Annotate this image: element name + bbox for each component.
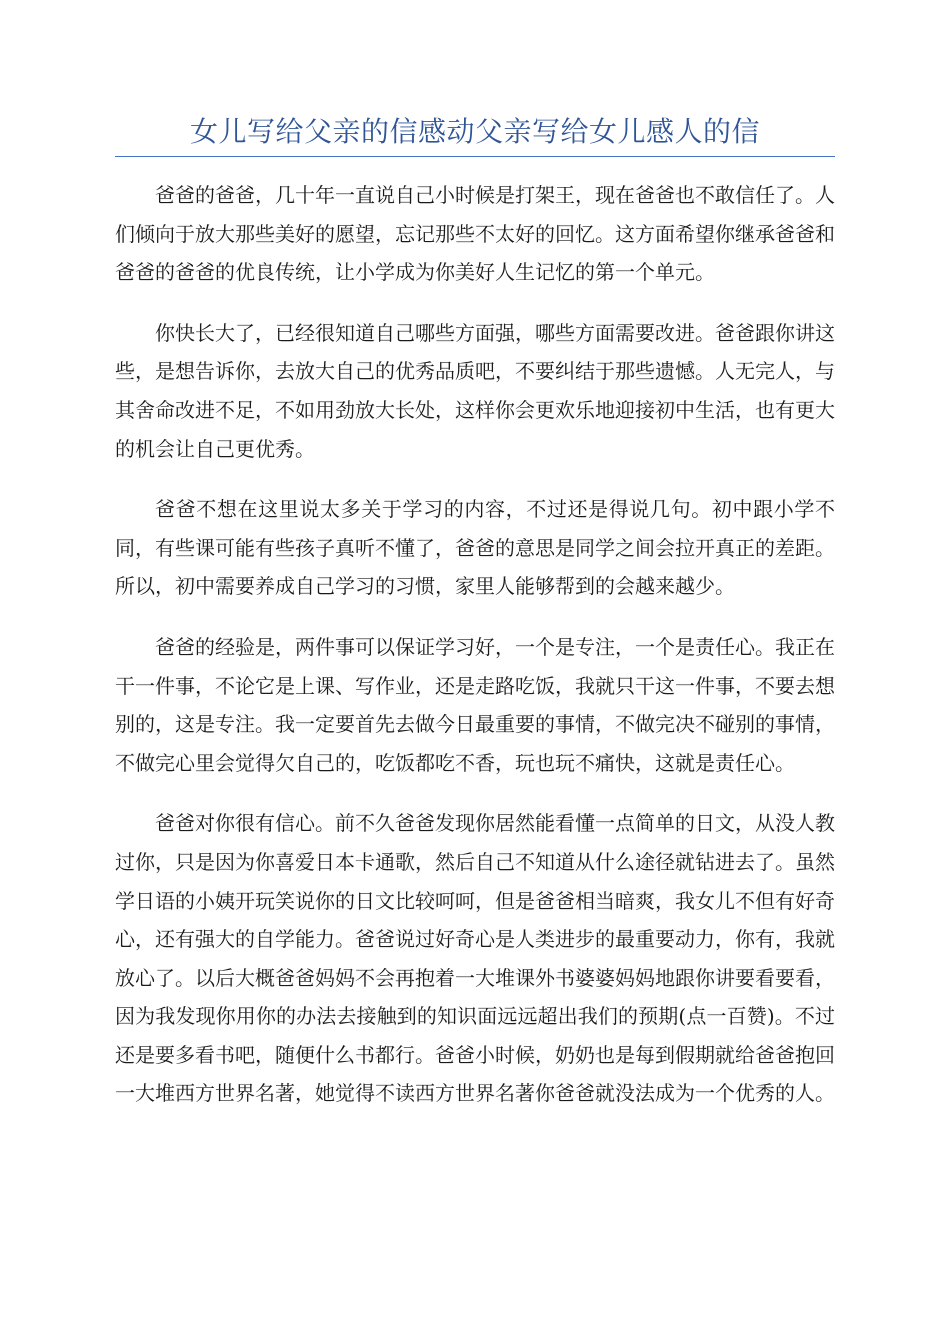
paragraph-1: 爸爸的爸爸，几十年一直说自己小时候是打架王，现在爸爸也不敢信任了。人们倾向于放大那些美好的愿望，忘记那些不太好的回忆。这方面希望你继承爸爸和爸爸的爸爸的优良传统，让小学成为你美好人生记忆的第一个单元。	[115, 183, 835, 285]
paragraph-5: 爸爸对你很有信心。前不久爸爸发现你居然能看懂一点简单的日文，从没人教过你，只是因为你喜爱日本卡通歌，然后自己不知道从什么途径就钻进去了。虽然学日语的小姨开玩笑说你的日文比较呵呵，但是爸爸相当暗爽，我女儿不但有好奇心，还有强大的自学能力。爸爸说过好奇心是人类进步的最重要动力，你有，我就放心了。以后大概爸爸妈妈不会再抱着一大堆课外书婆婆妈妈地跟你讲要看要看，因为我发现你用你的办法去接触到的知识面远远超出我们的预期(点一百赞)。不过还是要多看书吧，随便什么书都行。爸爸小时候，奶奶也是每到假期就给爸爸抱回一大堆西方世界名著，她觉得不读西方世界名著你爸爸就没法成为一个优秀的人。	[115, 811, 835, 1106]
paragraph-3: 爸爸不想在这里说太多关于学习的内容，不过还是得说几句。初中跟小学不同，有些课可能有些孩子真听不懂了，爸爸的意思是同学之间会拉开真正的差距。所以，初中需要养成自己学习的习惯，家里人能够帮到的会越来越少。	[115, 497, 835, 599]
document-title: 女儿写给父亲的信感动父亲写给女儿感人的信	[189, 115, 760, 148]
title-underline-rule	[115, 156, 835, 157]
document-body	[115, 176, 835, 1135]
paragraph-4: 爸爸的经验是，两件事可以保证学习好，一个是专注，一个是责任心。我正在干一件事，不论它是上课、写作业，还是走路吃饭，我就只干这一件事，不要去想别的，这是专注。我一定要首先去做今日最重要的事情，不做完决不碰别的事情，不做完心里会觉得欠自己的，吃饭都吃不香，玩也玩不痛快，这就是责任心。	[115, 634, 835, 775]
paragraph-2: 你快长大了，已经很知道自己哪些方面强，哪些方面需要改进。爸爸跟你讲这些，是想告诉你，去放大自己的优秀品质吧，不要纠结于那些遗憾。人无完人，与其舍命改进不足，不如用劲放大长处，这样你会更欢乐地迎接初中生活，也有更大的机会让自己更优秀。	[115, 320, 835, 461]
